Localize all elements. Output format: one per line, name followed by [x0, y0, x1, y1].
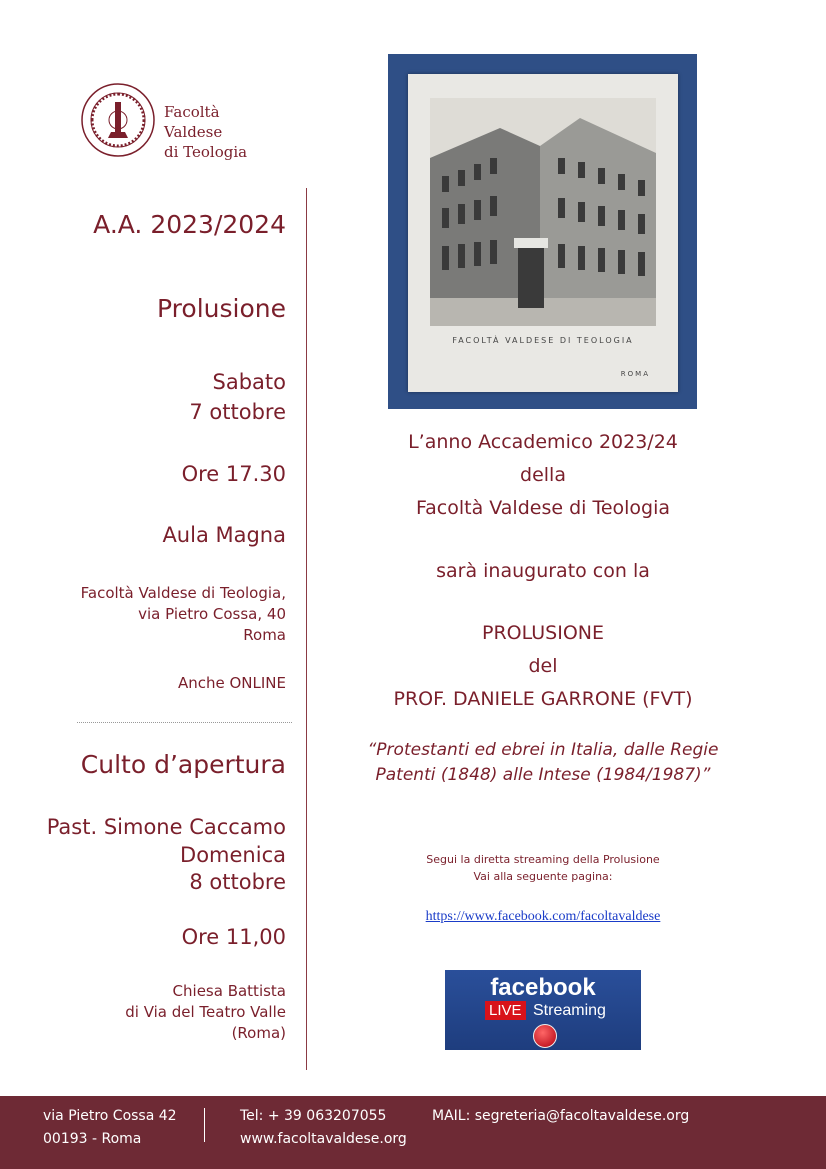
- church-line-2: di Via del Teatro Valle: [125, 1003, 286, 1021]
- address-line-2: via Pietro Cossa, 40: [138, 605, 286, 623]
- church-line-3: (Roma): [231, 1024, 286, 1042]
- section-culto-title: Culto d’apertura: [80, 750, 286, 779]
- footer-mail: MAIL: segreteria@facoltavaldese.org: [432, 1108, 690, 1124]
- section-prolusione-title: Prolusione: [157, 294, 286, 323]
- faculty-name: [164, 102, 280, 162]
- vertical-divider: [306, 188, 307, 1070]
- faculty-seal-icon: [80, 82, 156, 158]
- live-badge: LIVE: [485, 1001, 526, 1020]
- streaming-line-2: Vai alla seguente pagina:: [473, 870, 613, 883]
- lecture-title-line-2: Patenti (1848) alle Intese (1984/1987)”: [375, 765, 711, 785]
- lecture-title: [316, 738, 770, 788]
- postcard-city: ROMA: [620, 370, 650, 378]
- prolusione-heading: PROLUSIONE: [482, 622, 604, 644]
- church-line-1: Chiesa Battista: [172, 982, 286, 1000]
- prolusione-date: 7 ottobre: [189, 400, 286, 424]
- online-note: Anche ONLINE: [177, 674, 286, 692]
- address-line-3: Roma: [243, 626, 286, 644]
- facebook-live-banner[interactable]: [445, 970, 641, 1050]
- faculty-logo: [80, 82, 280, 162]
- facebook-wordmark: facebook: [490, 974, 596, 1001]
- logo-line-1: Facoltà Valdese: [164, 103, 223, 141]
- culto-time: Ore 11,00: [181, 925, 286, 949]
- academic-year: A.A. 2023/2024: [93, 210, 286, 239]
- announcement: [316, 426, 770, 525]
- prolusione-day: Sabato: [212, 370, 286, 394]
- pastor-name: Past. Simone Caccamo: [46, 815, 286, 839]
- footer-web: www.facoltavaldese.org: [240, 1131, 407, 1147]
- facebook-link[interactable]: https://www.facebook.com/facoltavaldese: [425, 909, 661, 924]
- dotted-separator: [77, 722, 292, 723]
- address-line-1: Facoltà Valdese di Teologia,: [80, 584, 286, 602]
- footer-separator: [204, 1108, 205, 1142]
- announcement-line-2: della: [520, 464, 566, 486]
- footer: [0, 1096, 826, 1169]
- footer-city: 00193 - Roma: [43, 1131, 142, 1147]
- culto-day: Domenica: [180, 843, 286, 867]
- record-button-icon: [533, 1024, 557, 1048]
- lecture-title-line-1: “Protestanti ed ebrei in Italia, dalle Regie: [367, 740, 719, 760]
- footer-street: via Pietro Cossa 42: [43, 1108, 177, 1124]
- postcard: [408, 74, 678, 392]
- building-photo: [388, 54, 697, 409]
- streaming-line-1: Segui la diretta streaming della Prolusione: [426, 853, 660, 866]
- building-illustration: [430, 98, 656, 326]
- del-word: del: [528, 655, 558, 677]
- announcement-line-1: L’anno Accademico 2023/24: [408, 431, 678, 453]
- footer-tel: Tel: + 39 063207055: [240, 1108, 387, 1124]
- logo-line-2: di Teologia: [164, 143, 248, 161]
- speaker-block: [316, 617, 770, 716]
- postcard-caption: FACOLTÀ VALDESE DI TEOLOGIA: [452, 336, 634, 345]
- speaker-name: PROF. DANIELE GARRONE (FVT): [393, 688, 693, 710]
- culto-date: 8 ottobre: [189, 870, 286, 894]
- streaming-info: [316, 851, 770, 885]
- streaming-label: Streaming: [533, 1002, 606, 1019]
- prolusione-time: Ore 17.30: [181, 462, 286, 486]
- facebook-link-wrap: [316, 905, 770, 925]
- prolusione-room: Aula Magna: [162, 523, 286, 547]
- announcement-line-4: sarà inaugurato con la: [436, 560, 650, 582]
- announcement-line-3: Facoltà Valdese di Teologia: [415, 497, 671, 519]
